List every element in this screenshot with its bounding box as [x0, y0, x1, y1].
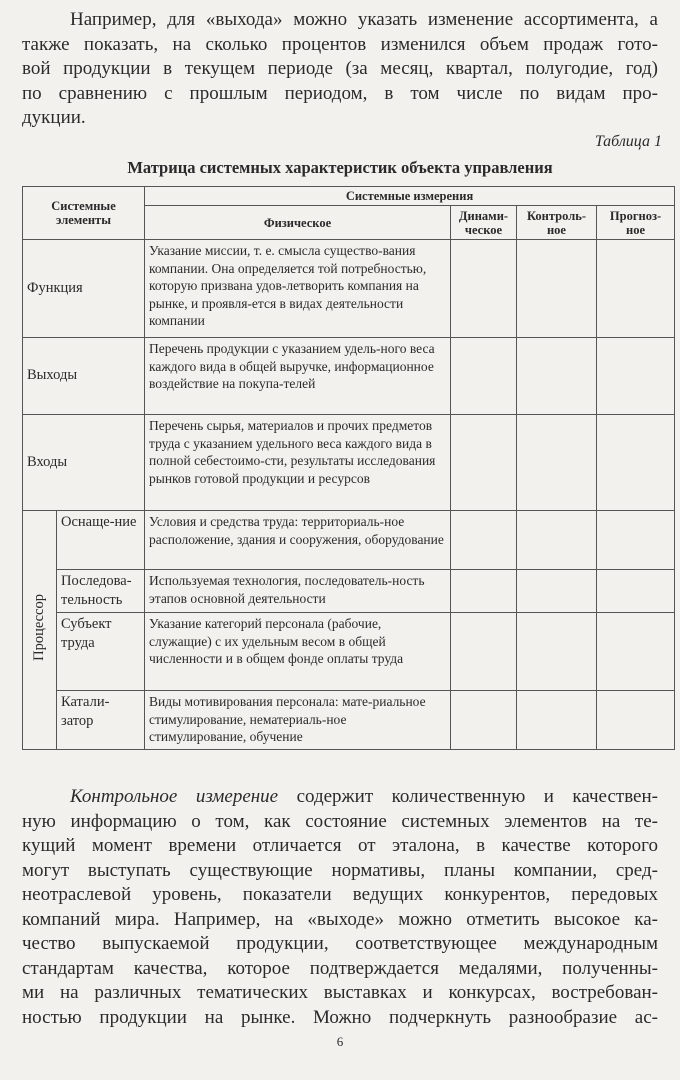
header-physical: Физическое — [145, 206, 451, 240]
body-line: ми на различных тематических выставках и конкурсах, востребован- — [22, 982, 658, 1003]
table-row — [23, 613, 675, 691]
empty-cell — [451, 570, 517, 613]
first-line-rest: содержит количественную и качествен- — [278, 786, 658, 807]
element-label: Последова-тельность — [57, 570, 145, 613]
physical-cell: Перечень продукции с указанием удель-ного веса каждого вида в общей выручке, информационное воздействие на покупа-телей — [145, 338, 451, 415]
empty-cell — [451, 691, 517, 750]
physical-cell: Условия и средства труда: территориаль-ное расположение, здания и сооружения, оборудование — [145, 511, 451, 570]
empty-cell — [451, 511, 517, 570]
body-paragraph — [22, 785, 658, 1030]
empty-cell — [451, 338, 517, 415]
empty-cell — [517, 570, 597, 613]
intro-line: дукции. — [22, 107, 86, 128]
body-line: компаний мира. Например, на «выходе» можно отметить высокое ка- — [22, 908, 658, 930]
empty-cell — [451, 240, 517, 338]
table-row — [23, 415, 675, 511]
empty-cell — [597, 338, 675, 415]
empty-cell — [517, 613, 597, 691]
processor-label: Процессор — [30, 594, 47, 662]
physical-cell: Используемая технология, последователь-ность этапов основной деятельности — [145, 570, 451, 613]
header-dimensions: Системные измерения — [145, 187, 675, 206]
header-control: Контроль-ное — [517, 206, 597, 240]
body-line: ную информацию о том, как состояние системных элементов на те- — [22, 810, 658, 832]
element-label: Входы — [23, 415, 145, 511]
intro-line: по сравнению с прошлым периодом, в том числе по видам про- — [22, 82, 658, 104]
header-elements: Системные элементы — [23, 187, 145, 240]
processor-group-cell — [23, 511, 57, 750]
element-label: Оснаще-ние — [57, 511, 145, 570]
table-row — [23, 511, 675, 570]
table-row — [23, 240, 675, 338]
empty-cell — [517, 240, 597, 338]
physical-cell: Виды мотивирования персонала: мате-риальное стимулирование, нематериаль-ное стимулирование, обучение — [145, 691, 451, 750]
empty-cell — [597, 570, 675, 613]
page-number: 6 — [336, 1034, 344, 1049]
physical-cell: Перечень сырья, материалов и прочих предметов труда с указанием удельного веса каждого вида в полной себестоимо-сти, результаты исследования рынков готовой продукции и ресурсов — [145, 415, 451, 511]
empty-cell — [597, 240, 675, 338]
table-number: Таблица 1 — [594, 133, 662, 150]
header-forecast: Прогноз-ное — [597, 206, 675, 240]
table-row — [23, 338, 675, 415]
body-first-line — [22, 785, 658, 810]
header-dynamic: Динами-ческое — [451, 206, 517, 240]
empty-cell — [517, 338, 597, 415]
italic-term: Контрольное измерение — [70, 786, 279, 807]
body-line: кущий момент времени отличается от эталона, в качестве которого — [22, 835, 658, 856]
intro-line: Например, для «выхода» можно указать изменение ассортимента, а — [70, 9, 658, 30]
physical-cell: Указание миссии, т. е. смысла существо-вания компании. Она определяется той потребностью, которую призвана удов-летворить компания на рынке, и проявля-ется в видах деятельности компании — [145, 240, 451, 338]
intro-line: также показать, на сколько процентов изменился объем продаж гото- — [22, 33, 658, 55]
intro-line: вой продукции в текущем периоде (за месяц, квартал, полугодие, год) — [22, 58, 658, 79]
empty-cell — [517, 691, 597, 750]
body-line: могут выступать существующие нормативы, планы компании, сред- — [22, 859, 658, 881]
empty-cell — [597, 691, 675, 750]
table-row — [23, 691, 675, 750]
body-line: чество выпускаемой продукции, соответствующее международным — [22, 933, 658, 954]
empty-cell — [451, 613, 517, 691]
empty-cell — [451, 415, 517, 511]
system-matrix-table — [22, 186, 675, 750]
empty-cell — [597, 613, 675, 691]
element-label: Катали-затор — [57, 691, 145, 750]
physical-cell: Указание категорий персонала (рабочие, служащие) с их удельным весом в общей численности и в общем фонде оплаты труда — [145, 613, 451, 691]
table-row — [23, 570, 675, 613]
empty-cell — [517, 415, 597, 511]
empty-cell — [597, 511, 675, 570]
element-label: Субъект труда — [57, 613, 145, 691]
element-label: Выходы — [23, 338, 145, 415]
body-line: ностью продукции на рынке. Можно подчеркнуть разнообразие ас- — [22, 1006, 658, 1028]
body-line: неотраслевой уровень, показатели ведущих конкурентов, передовых — [22, 884, 658, 905]
table-title: Матрица системных характеристик объекта управления — [127, 158, 553, 177]
empty-cell — [517, 511, 597, 570]
element-label: Функция — [23, 240, 145, 338]
body-line: стандартам качества, которое подтверждается медалями, полученны- — [22, 957, 658, 979]
intro-paragraph — [22, 8, 658, 131]
empty-cell — [597, 415, 675, 511]
